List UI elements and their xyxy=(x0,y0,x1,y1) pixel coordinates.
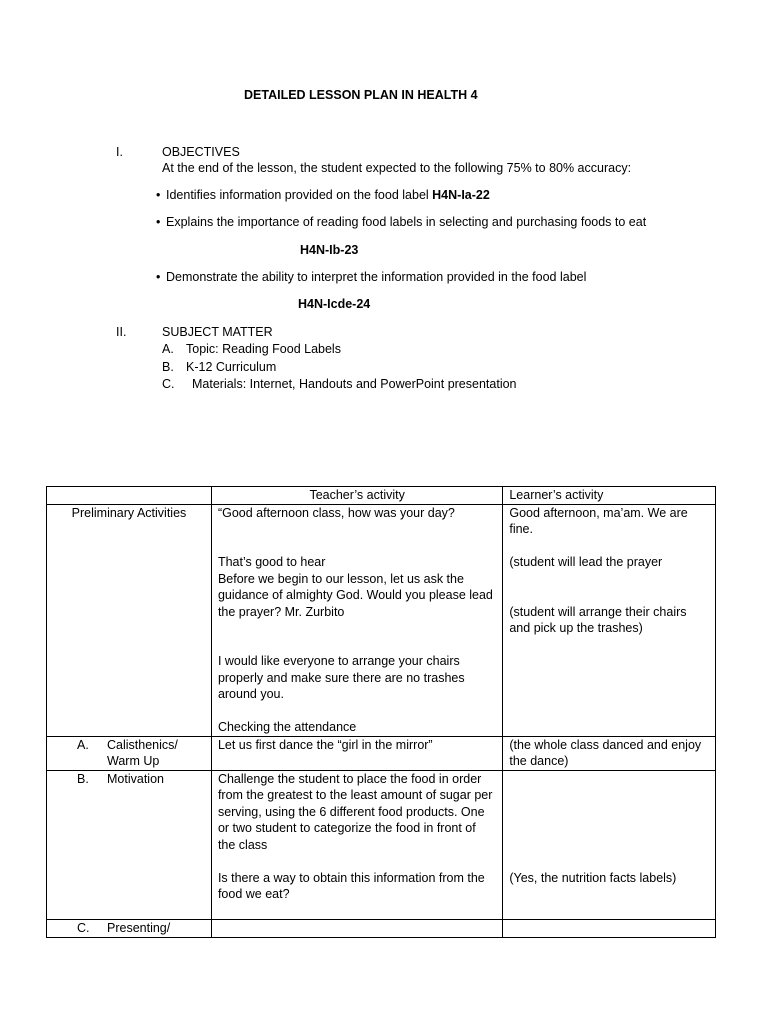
row-label: C. Presenting/ xyxy=(47,920,212,938)
objective-item-1 xyxy=(156,188,490,202)
table-row xyxy=(47,736,716,770)
objective-text: Explains the importance of reading food labels in selecting and purchasing foods to eat xyxy=(166,215,647,229)
objectives-numeral: I. xyxy=(116,145,123,159)
objectives-heading: OBJECTIVES xyxy=(162,145,240,159)
table-row xyxy=(47,504,716,736)
learner-cell: (the whole class danced and enjoy the dance) xyxy=(503,736,716,770)
objectives-intro: At the end of the lesson, the student expected to the following 75% to 80% accuracy: xyxy=(162,161,632,175)
table-row xyxy=(47,920,716,938)
subject-matter-heading: SUBJECT MATTER xyxy=(162,325,273,339)
objective-code: H4N-Ib-23 xyxy=(300,243,359,257)
subject-item-c: C. Materials: Internet, Handouts and PowerPoint presentation xyxy=(162,377,517,391)
table-row xyxy=(47,770,716,920)
subject-item-a: A. Topic: Reading Food Labels xyxy=(162,342,341,356)
table-header-learner: Learner’s activity xyxy=(503,487,716,505)
table-header-row xyxy=(47,487,716,505)
objective-code: H4N-Ia-22 xyxy=(432,188,490,202)
objective-text: Demonstrate the ability to interpret the information provided in the food label xyxy=(166,270,587,284)
teacher-cell: “Good afternoon class, how was your day? That’s good to hear Before we begin to our lesson, let us ask the guidance of almighty God. Would you please lead the prayer? Mr. Zurbito I would like everyone to arrange your chairs properly and make sure there are no trashes around you. Checking the attendance xyxy=(211,504,502,736)
learner-cell: Good afternoon, ma’am. We are fine. (student will lead the prayer (student will arrange their chairs and pick up the trashes) xyxy=(503,504,716,736)
teacher-cell: Let us first dance the “girl in the mirror” xyxy=(211,736,502,770)
table-header-teacher: Teacher’s activity xyxy=(211,487,502,505)
learner-cell xyxy=(503,920,716,938)
bullet-icon: • xyxy=(156,188,161,202)
bullet-icon: • xyxy=(156,270,161,284)
row-label: B. Motivation xyxy=(47,770,212,920)
objective-code: H4N-Icde-24 xyxy=(298,297,371,311)
table-header-cell xyxy=(47,487,212,505)
document-title: DETAILED LESSON PLAN IN HEALTH 4 xyxy=(244,88,478,102)
subject-matter-numeral: II. xyxy=(116,325,127,339)
row-label: Preliminary Activities xyxy=(47,504,212,736)
teacher-cell xyxy=(211,920,502,938)
subject-item-b: B. K-12 Curriculum xyxy=(162,360,277,374)
objective-item-2 xyxy=(156,215,646,229)
teacher-cell: Challenge the student to place the food in order from the greatest to the least amount of sugar per serving, using the 6 different food products. One or two student to categorize the food in front of the class Is there a way to obtain this information from the food we eat? xyxy=(211,770,502,920)
objective-text: Identifies information provided on the food label xyxy=(166,188,433,202)
row-label: A. Calisthenics/ Warm Up xyxy=(47,736,212,770)
bullet-icon: • xyxy=(156,215,161,229)
objective-item-3 xyxy=(156,270,586,284)
activities-table xyxy=(46,486,716,938)
learner-cell: (Yes, the nutrition facts labels) xyxy=(503,770,716,920)
